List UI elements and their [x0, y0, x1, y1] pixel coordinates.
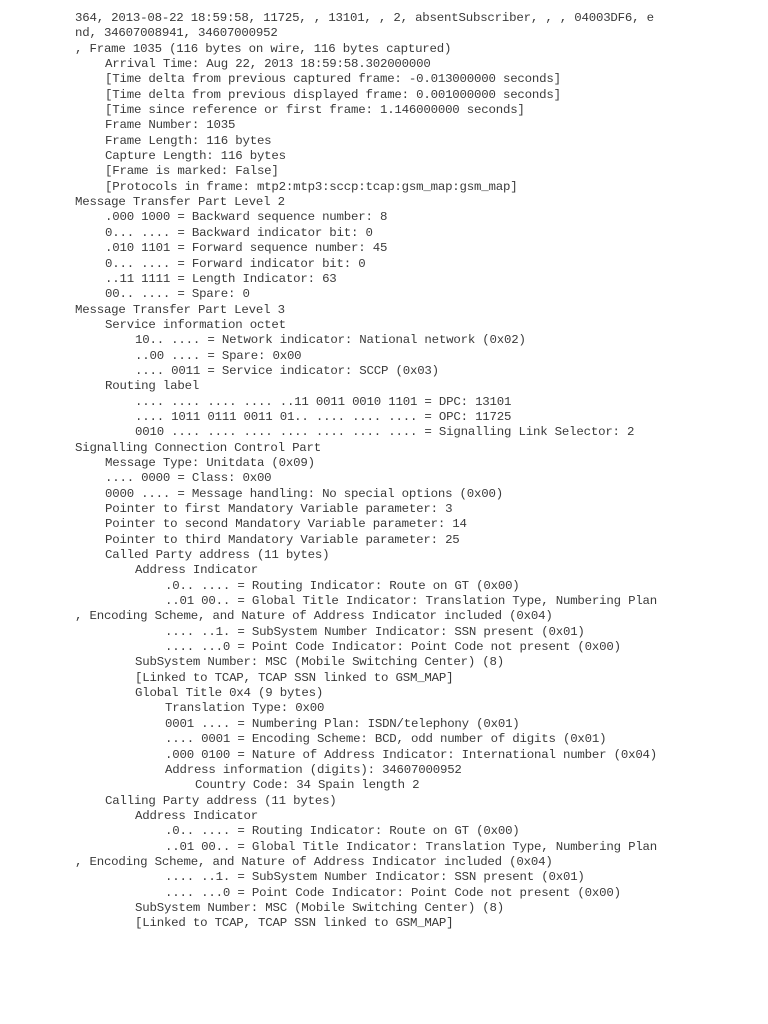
text-line: Pointer to third Mandatory Variable parameter: 25: [105, 532, 460, 547]
text-line: Address information (digits): 34607000952: [165, 762, 462, 777]
text-line: Pointer to second Mandatory Variable parameter: 14: [105, 517, 467, 532]
text-line: [Time since reference or first frame: 1.146000000 seconds]: [105, 103, 525, 118]
text-line: [Linked to TCAP, TCAP SSN linked to GSM_MAP]: [135, 916, 454, 931]
text-line: 0... .... = Backward indicator bit: 0: [105, 225, 373, 240]
text-line: .... .... .... .... ..11 0011 0010 1101 = DPC: 13101: [135, 394, 512, 409]
text-line: , Encoding Scheme, and Nature of Address Indicator included (0x04): [75, 609, 553, 624]
text-line: Frame Length: 116 bytes: [105, 133, 272, 148]
text-line: .... 0001 = Encoding Scheme: BCD, odd number of digits (0x01): [165, 732, 607, 747]
text-line: [Time delta from previous captured frame: -0.013000000 seconds]: [105, 72, 561, 87]
text-line: .... ..1. = SubSystem Number Indicator: SSN present (0x01): [165, 870, 585, 885]
text-line: Calling Party address (11 bytes): [105, 793, 337, 808]
text-line: nd, 34607008941, 34607000952: [75, 26, 278, 41]
text-line: Frame Number: 1035: [105, 118, 236, 133]
text-line: .... ...0 = Point Code Indicator: Point Code not present (0x00): [165, 885, 621, 900]
text-line: Capture Length: 116 bytes: [105, 149, 286, 164]
text-line: ..00 .... = Spare: 0x00: [135, 348, 302, 363]
text-line: .... 0011 = Service indicator: SCCP (0x03): [135, 363, 439, 378]
text-line: [Linked to TCAP, TCAP SSN linked to GSM_MAP]: [135, 670, 454, 685]
text-line: ..01 00.. = Global Title Indicator: Translation Type, Numbering Plan: [165, 594, 658, 609]
text-line: ..11 1111 = Length Indicator: 63: [105, 271, 337, 286]
text-line: Message Transfer Part Level 2: [75, 195, 285, 210]
text-line: Routing label: [105, 379, 200, 394]
text-line: , Frame 1035 (116 bytes on wire, 116 bytes captured): [75, 41, 452, 56]
text-line: Country Code: 34 Spain length 2: [195, 778, 420, 793]
text-line: .... 0000 = Class: 0x00: [105, 471, 272, 486]
text-line: Arrival Time: Aug 22, 2013 18:59:58.302000000: [105, 57, 431, 72]
text-line: Address Indicator: [135, 563, 259, 578]
text-line: Message Type: Unitdata (0x09): [105, 455, 315, 470]
text-line: SubSystem Number: MSC (Mobile Switching Center) (8): [135, 655, 505, 670]
text-line: .... 1011 0111 0011 01.. .... .... .... = OPC: 11725: [135, 409, 512, 424]
text-line: ..01 00.. = Global Title Indicator: Translation Type, Numbering Plan: [165, 839, 658, 854]
text-line: SubSystem Number: MSC (Mobile Switching Center) (8): [135, 900, 505, 915]
packet-dissection-text: [75, 11, 765, 932]
text-line: 0000 .... = Message handling: No special options (0x00): [105, 486, 503, 501]
text-line: 0010 .... .... .... .... .... .... .... = Signalling Link Selector: 2: [135, 425, 635, 440]
text-line: Service information octet: [105, 317, 286, 332]
text-line: .... ..1. = SubSystem Number Indicator: SSN present (0x01): [165, 624, 585, 639]
text-line: [Frame is marked: False]: [105, 164, 279, 179]
text-line: Global Title 0x4 (9 bytes): [135, 686, 324, 701]
text-line: [Time delta from previous displayed frame: 0.001000000 seconds]: [105, 87, 561, 102]
text-line: Message Transfer Part Level 3: [75, 302, 285, 317]
text-line: Address Indicator: [135, 808, 259, 823]
text-line: .... ...0 = Point Code Indicator: Point Code not present (0x00): [165, 640, 621, 655]
text-line: .010 1101 = Forward sequence number: 45: [105, 241, 388, 256]
text-line: 10.. .... = Network indicator: National network (0x02): [135, 333, 526, 348]
text-line: [Protocols in frame: mtp2:mtp3:sccp:tcap:gsm_map:gsm_map]: [105, 179, 518, 194]
text-line: .000 1000 = Backward sequence number: 8: [105, 210, 388, 225]
text-line: Signalling Connection Control Part: [75, 440, 322, 455]
text-line: .0.. .... = Routing Indicator: Route on GT (0x00): [165, 824, 520, 839]
text-line: Translation Type: 0x00: [165, 701, 325, 716]
text-line: Pointer to first Mandatory Variable parameter: 3: [105, 502, 453, 516]
text-line: .000 0100 = Nature of Address Indicator: International number (0x04): [165, 747, 658, 762]
text-line: , Encoding Scheme, and Nature of Address Indicator included (0x04): [75, 854, 553, 869]
text-line: Called Party address (11 bytes): [105, 548, 330, 563]
text-line: .0.. .... = Routing Indicator: Route on GT (0x00): [165, 578, 520, 593]
text-line: 0001 .... = Numbering Plan: ISDN/telephony (0x01): [165, 716, 520, 731]
text-line: 0... .... = Forward indicator bit: 0: [105, 256, 366, 271]
text-line: 00.. .... = Spare: 0: [105, 287, 250, 302]
text-line: 364, 2013-08-22 18:59:58, 11725, , 13101, , 2, absentSubscriber, , , 04003DF6, e: [75, 11, 654, 25]
